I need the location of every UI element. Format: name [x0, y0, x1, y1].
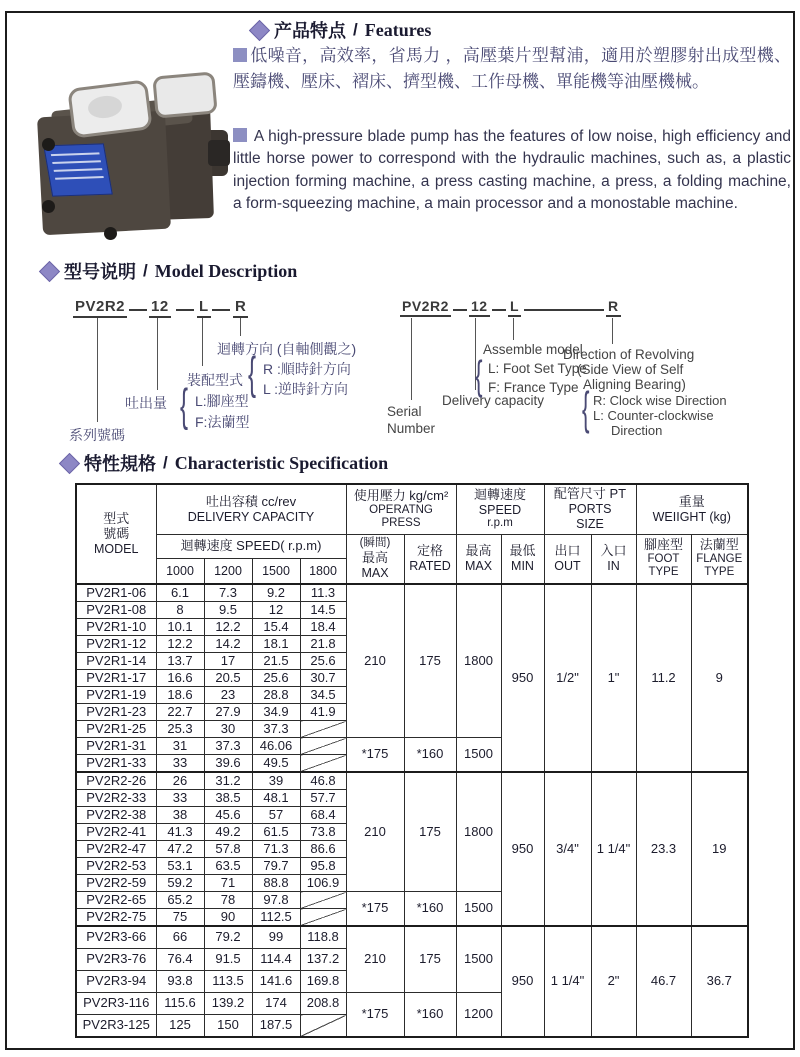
- cell-delivery-value: 30: [204, 721, 252, 738]
- cell-weight-flange: 9: [691, 584, 748, 772]
- cell-model: PV2R3-125: [76, 1015, 156, 1038]
- cell-delivery-value: 118.8: [300, 926, 346, 949]
- bullet-square-icon: [233, 128, 247, 142]
- code-dash: [176, 309, 194, 311]
- cell-press-rated: 175: [404, 584, 456, 738]
- direction-option: L: Counter-clockwise: [593, 408, 714, 423]
- pump-side-port: [208, 140, 230, 166]
- features-heading-en: Features: [364, 19, 432, 40]
- cell-delivery-value: 41.9: [300, 704, 346, 721]
- cell-delivery-value: 112.5: [252, 909, 300, 927]
- model-code-delivery: 12: [149, 298, 171, 318]
- cell-delivery-value: 79.2: [204, 926, 252, 949]
- features-heading-zh: 产品特点: [274, 21, 346, 41]
- cell-delivery-value: 26: [156, 772, 204, 790]
- cell-delivery-value: 61.5: [252, 824, 300, 841]
- cell-delivery-value: 21.5: [252, 653, 300, 670]
- cell-delivery-value: 12.2: [156, 636, 204, 653]
- cell-weight-foot: 11.2: [636, 584, 691, 772]
- diamond-icon: [249, 19, 270, 40]
- cell-delivery-value: 137.2: [300, 949, 346, 971]
- cell-press-rated: *160: [404, 738, 456, 773]
- cell-delivery-value: 14.2: [204, 636, 252, 653]
- model-diagram-en: [385, 292, 790, 450]
- header-speed-min: 最低 MIN: [501, 534, 544, 584]
- cell-model: PV2R2-41: [76, 824, 156, 841]
- cell-delivery-value: 66: [156, 926, 204, 949]
- pump-bolt-icon: [42, 200, 55, 213]
- code-dash: [212, 309, 230, 311]
- cell-delivery-value: 78: [204, 892, 252, 909]
- cell-delivery-value: 71: [204, 875, 252, 892]
- cell-model: PV2R3-116: [76, 993, 156, 1015]
- brace-glyph: {: [582, 383, 590, 435]
- cell-delivery-value: 59.2: [156, 875, 204, 892]
- connector-line: [157, 318, 158, 390]
- brace-glyph: {: [248, 349, 257, 399]
- cell-empty-diagonal: [300, 738, 346, 755]
- direction-option: L :逆時針方向: [263, 381, 349, 397]
- cell-delivery-value: 12: [252, 602, 300, 619]
- cell-delivery-value: 10.1: [156, 619, 204, 636]
- cell-delivery-value: 34.5: [300, 687, 346, 704]
- cell-delivery-value: 208.8: [300, 993, 346, 1015]
- cell-delivery-value: 18.1: [252, 636, 300, 653]
- cell-empty-diagonal: [300, 721, 346, 738]
- cell-weight-flange: 36.7: [691, 926, 748, 1037]
- model-code-assembly: L: [508, 298, 521, 317]
- direction-option: R :順時針方向: [263, 361, 351, 377]
- cell-delivery-value: 18.6: [156, 687, 204, 704]
- cell-press-rated: *160: [404, 993, 456, 1038]
- cell-model: PV2R1-33: [76, 755, 156, 773]
- cell-speed-min: 950: [501, 772, 544, 926]
- cell-delivery-value: 57.7: [300, 790, 346, 807]
- table-row: [76, 926, 748, 949]
- cell-delivery-value: 7.3: [204, 584, 252, 602]
- header-rpm-1800: 1800: [300, 558, 346, 584]
- cell-delivery-value: 14.5: [300, 602, 346, 619]
- cell-press-max: 210: [346, 584, 404, 738]
- series-label: Serial: [387, 404, 422, 419]
- delivery-label: 吐出量: [125, 395, 167, 411]
- header-port-out: 出口 OUT: [544, 534, 591, 584]
- cell-model: PV2R3-76: [76, 949, 156, 971]
- header-delivery-capacity: 吐出容積 cc/rev DELIVERY CAPACITY: [156, 484, 346, 534]
- cell-model: PV2R2-38: [76, 807, 156, 824]
- header-speed: 迴轉速度 SPEED r.p.m: [456, 484, 544, 534]
- header-speed-max: 最高 MAX: [456, 534, 501, 584]
- cell-port-out: 1/2": [544, 584, 591, 772]
- cell-delivery-value: 17: [204, 653, 252, 670]
- connector-line: [240, 318, 241, 336]
- cell-delivery-value: 169.8: [300, 971, 346, 993]
- cell-delivery-value: 65.2: [156, 892, 204, 909]
- cell-press-rated: 175: [404, 926, 456, 993]
- cell-delivery-value: 18.4: [300, 619, 346, 636]
- cell-empty-diagonal: [300, 892, 346, 909]
- cell-speed-max: 1500: [456, 892, 501, 927]
- cell-delivery-value: 79.7: [252, 858, 300, 875]
- cell-delivery-value: 73.8: [300, 824, 346, 841]
- table-row: [76, 584, 748, 602]
- header-operating-press: 使用壓力 kg/cm² OPERATNG PRESS: [346, 484, 456, 534]
- assembly-label: 裝配型式: [187, 372, 243, 388]
- cell-delivery-value: 106.9: [300, 875, 346, 892]
- cell-model: PV2R1-10: [76, 619, 156, 636]
- header-press-rated: 定格 RATED: [404, 534, 456, 584]
- cell-delivery-value: 34.9: [252, 704, 300, 721]
- cell-port-in: 2": [591, 926, 636, 1037]
- cell-model: PV2R1-25: [76, 721, 156, 738]
- direction-label: Aligning Bearing): [583, 377, 686, 392]
- cell-model: PV2R1-19: [76, 687, 156, 704]
- cell-delivery-value: 63.5: [204, 858, 252, 875]
- code-dash: [129, 309, 147, 311]
- cell-delivery-value: 115.6: [156, 993, 204, 1015]
- direction-label: (Side View of Self: [577, 362, 684, 377]
- cell-delivery-value: 27.9: [204, 704, 252, 721]
- delivery-label: Delivery capacity: [442, 393, 545, 408]
- spec-heading-en: Characteristic Specification: [174, 452, 389, 473]
- header-foot-type: 腳座型 FOOT TYPE: [636, 534, 691, 584]
- cell-delivery-value: 75: [156, 909, 204, 927]
- spec-heading: [62, 450, 388, 476]
- cell-delivery-value: 9.2: [252, 584, 300, 602]
- cell-model: PV2R3-66: [76, 926, 156, 949]
- brace-glyph: {: [475, 354, 483, 399]
- cell-delivery-value: 41.3: [156, 824, 204, 841]
- cell-delivery-value: 20.5: [204, 670, 252, 687]
- assembly-option: F:法蘭型: [195, 414, 250, 430]
- cell-delivery-value: 28.8: [252, 687, 300, 704]
- pump-photo: [12, 52, 232, 257]
- cell-delivery-value: 22.7: [156, 704, 204, 721]
- cell-model: PV2R2-33: [76, 790, 156, 807]
- features-paragraph-en: [233, 126, 791, 216]
- cell-delivery-value: 9.5: [204, 602, 252, 619]
- cell-delivery-value: 16.6: [156, 670, 204, 687]
- cell-delivery-value: 38.5: [204, 790, 252, 807]
- cell-delivery-value: 21.8: [300, 636, 346, 653]
- cell-delivery-value: 114.4: [252, 949, 300, 971]
- cell-port-out: 3/4": [544, 772, 591, 926]
- header-rpm-1500: 1500: [252, 558, 300, 584]
- pump-bolt-icon: [42, 138, 55, 151]
- diamond-icon: [39, 260, 60, 281]
- heading-separator: /: [353, 20, 358, 39]
- cell-delivery-value: 15.4: [252, 619, 300, 636]
- header-weight: 重量 WEIIGHT (kg): [636, 484, 748, 534]
- cell-delivery-value: 46.8: [300, 772, 346, 790]
- cell-delivery-value: 25.6: [300, 653, 346, 670]
- cell-delivery-value: 33: [156, 755, 204, 773]
- cell-empty-diagonal: [300, 1015, 346, 1038]
- connector-line: [513, 318, 514, 340]
- header-rpm-1000: 1000: [156, 558, 204, 584]
- connector-line: [612, 318, 613, 344]
- cell-delivery-value: 57.8: [204, 841, 252, 858]
- cell-model: PV2R2-65: [76, 892, 156, 909]
- cell-delivery-value: 141.6: [252, 971, 300, 993]
- cell-delivery-value: 91.5: [204, 949, 252, 971]
- cell-weight-foot: 23.3: [636, 772, 691, 926]
- cell-model: PV2R1-17: [76, 670, 156, 687]
- connector-line: [97, 318, 98, 422]
- cell-port-in: 1 1/4": [591, 772, 636, 926]
- model-diagram-zh: [55, 292, 385, 450]
- direction-option: R: Clock wise Direction: [593, 393, 727, 408]
- cell-speed-max: 1800: [456, 584, 501, 738]
- cell-delivery-value: 99: [252, 926, 300, 949]
- assembly-label: Assemble model: [483, 342, 583, 357]
- cell-delivery-value: 113.5: [204, 971, 252, 993]
- cell-delivery-value: 53.1: [156, 858, 204, 875]
- model-code-series: PV2R2: [400, 298, 451, 317]
- cell-press-rated: 175: [404, 772, 456, 892]
- cell-delivery-value: 68.4: [300, 807, 346, 824]
- cell-model: PV2R1-23: [76, 704, 156, 721]
- cell-delivery-value: 38: [156, 807, 204, 824]
- cell-delivery-value: 150: [204, 1015, 252, 1038]
- table-row: [76, 772, 748, 790]
- code-dash: [524, 309, 604, 311]
- pump-bolt-icon: [104, 227, 117, 240]
- cell-model: PV2R1-14: [76, 653, 156, 670]
- cell-model: PV2R2-75: [76, 909, 156, 927]
- assembly-option: L: Foot Set Type: [488, 361, 587, 376]
- cell-delivery-value: 13.7: [156, 653, 204, 670]
- cell-model: PV2R1-12: [76, 636, 156, 653]
- pump-port-cap-rear: [152, 71, 217, 118]
- header-rpm-1200: 1200: [204, 558, 252, 584]
- model-description-heading-en: Model Description: [154, 260, 298, 281]
- features-text-en: A high-pressure blade pump has the features of low noise, high efficiency and little horse power to correspond with the hydraulic machines, such as, a plastic injection forming machine, a press casting machine, a press, a folding machine, a form-squeezing machine, a main processor and a monostable machine.: [233, 128, 792, 213]
- cell-speed-min: 950: [501, 584, 544, 772]
- cell-press-max: 210: [346, 926, 404, 993]
- cell-delivery-value: 31: [156, 738, 204, 755]
- cell-delivery-value: 46.06: [252, 738, 300, 755]
- cell-press-rated: *160: [404, 892, 456, 927]
- cell-delivery-value: 90: [204, 909, 252, 927]
- header-flange-type: 法蘭型 FLANGE TYPE: [691, 534, 748, 584]
- cell-empty-diagonal: [300, 909, 346, 927]
- brace-glyph: {: [180, 381, 189, 431]
- spec-heading-zh: 特性規格: [84, 454, 156, 474]
- cell-delivery-value: 187.5: [252, 1015, 300, 1038]
- direction-label: 迴轉方向 (自軸側觀之): [217, 341, 357, 357]
- cell-delivery-value: 57: [252, 807, 300, 824]
- cell-press-max: *175: [346, 993, 404, 1038]
- model-description-heading-zh: 型号说明: [64, 262, 136, 282]
- cell-delivery-value: 48.1: [252, 790, 300, 807]
- cell-delivery-value: 6.1: [156, 584, 204, 602]
- header-port-in: 入口 IN: [591, 534, 636, 584]
- cell-delivery-value: 86.6: [300, 841, 346, 858]
- features-paragraph-zh: [233, 43, 791, 95]
- direction-label: Direction of Revolving: [563, 347, 695, 362]
- cell-delivery-value: 76.4: [156, 949, 204, 971]
- cell-speed-max: 1200: [456, 993, 501, 1038]
- cell-press-max: *175: [346, 738, 404, 773]
- cell-port-in: 1": [591, 584, 636, 772]
- series-label: 系列號碼: [69, 427, 125, 443]
- header-press-max: (瞬間) 最高 MAX: [346, 534, 404, 584]
- cell-delivery-value: 11.3: [300, 584, 346, 602]
- cell-delivery-value: 33: [156, 790, 204, 807]
- model-code-delivery: 12: [469, 298, 490, 317]
- cell-delivery-value: 45.6: [204, 807, 252, 824]
- cell-delivery-value: 25.6: [252, 670, 300, 687]
- cell-delivery-value: 25.3: [156, 721, 204, 738]
- model-description-heading: [42, 258, 297, 284]
- model-code-series: PV2R2: [73, 298, 127, 318]
- cell-port-out: 1 1/4": [544, 926, 591, 1037]
- cell-delivery-value: 49.2: [204, 824, 252, 841]
- code-dash: [453, 309, 467, 311]
- cell-delivery-value: 88.8: [252, 875, 300, 892]
- code-dash: [492, 309, 506, 311]
- connector-line: [202, 318, 203, 366]
- cell-delivery-value: 31.2: [204, 772, 252, 790]
- cell-model: PV2R1-08: [76, 602, 156, 619]
- cell-delivery-value: 174: [252, 993, 300, 1015]
- bullet-square-icon: [233, 48, 247, 62]
- features-heading: [252, 17, 431, 43]
- diamond-icon: [59, 452, 80, 473]
- cell-delivery-value: 23: [204, 687, 252, 704]
- cell-model: PV2R2-59: [76, 875, 156, 892]
- model-code-direction: R: [606, 298, 621, 317]
- cell-delivery-value: 95.8: [300, 858, 346, 875]
- cell-delivery-value: 30.7: [300, 670, 346, 687]
- heading-separator: /: [143, 261, 148, 280]
- cell-delivery-value: 39.6: [204, 755, 252, 773]
- cell-speed-min: 950: [501, 926, 544, 1037]
- header-speed-rpm: 迴轉速度 SPEED( r.p.m): [156, 534, 346, 558]
- assembly-option: L:腳座型: [195, 393, 249, 409]
- cell-model: PV2R1-06: [76, 584, 156, 602]
- heading-separator: /: [163, 453, 168, 472]
- cell-delivery-value: 125: [156, 1015, 204, 1038]
- spec-table-body: [76, 584, 748, 1037]
- header-ports-size: 配管尺寸 PT PORTS SIZE: [544, 484, 636, 534]
- cell-delivery-value: 71.3: [252, 841, 300, 858]
- cell-model: PV2R2-47: [76, 841, 156, 858]
- model-code-assembly: L: [197, 298, 211, 318]
- cell-press-max: 210: [346, 772, 404, 892]
- cell-weight-foot: 46.7: [636, 926, 691, 1037]
- model-code-direction: R: [233, 298, 248, 318]
- cell-delivery-value: 93.8: [156, 971, 204, 993]
- cell-press-max: *175: [346, 892, 404, 927]
- cell-delivery-value: 139.2: [204, 993, 252, 1015]
- cell-delivery-value: 49.5: [252, 755, 300, 773]
- cell-speed-max: 1500: [456, 926, 501, 993]
- cell-model: PV2R2-53: [76, 858, 156, 875]
- spec-table: [75, 483, 749, 1038]
- cell-delivery-value: 97.8: [252, 892, 300, 909]
- cell-weight-flange: 19: [691, 772, 748, 926]
- cell-model: PV2R2-26: [76, 772, 156, 790]
- cell-delivery-value: 8: [156, 602, 204, 619]
- pump-label: [43, 143, 113, 196]
- cell-delivery-value: 12.2: [204, 619, 252, 636]
- cell-speed-max: 1800: [456, 772, 501, 892]
- cell-delivery-value: 39: [252, 772, 300, 790]
- cell-speed-max: 1500: [456, 738, 501, 773]
- header-model: 型式 號碼 MODEL: [76, 484, 156, 584]
- direction-option: Direction: [611, 423, 663, 438]
- series-label: Number: [387, 421, 436, 436]
- connector-line: [411, 318, 412, 400]
- cell-delivery-value: 37.3: [204, 738, 252, 755]
- assembly-option: F: France Type: [488, 380, 579, 395]
- features-text-zh: 低噪音，高效率，省馬力 ，高壓葉片型幫浦，適用於塑膠射出成型機、壓鑄機、壓床、褶床、擠型機、工作母機、單能機等油壓機械。: [233, 46, 791, 91]
- cell-model: PV2R3-94: [76, 971, 156, 993]
- cell-delivery-value: 37.3: [252, 721, 300, 738]
- cell-empty-diagonal: [300, 755, 346, 773]
- cell-model: PV2R1-31: [76, 738, 156, 755]
- cell-delivery-value: 47.2: [156, 841, 204, 858]
